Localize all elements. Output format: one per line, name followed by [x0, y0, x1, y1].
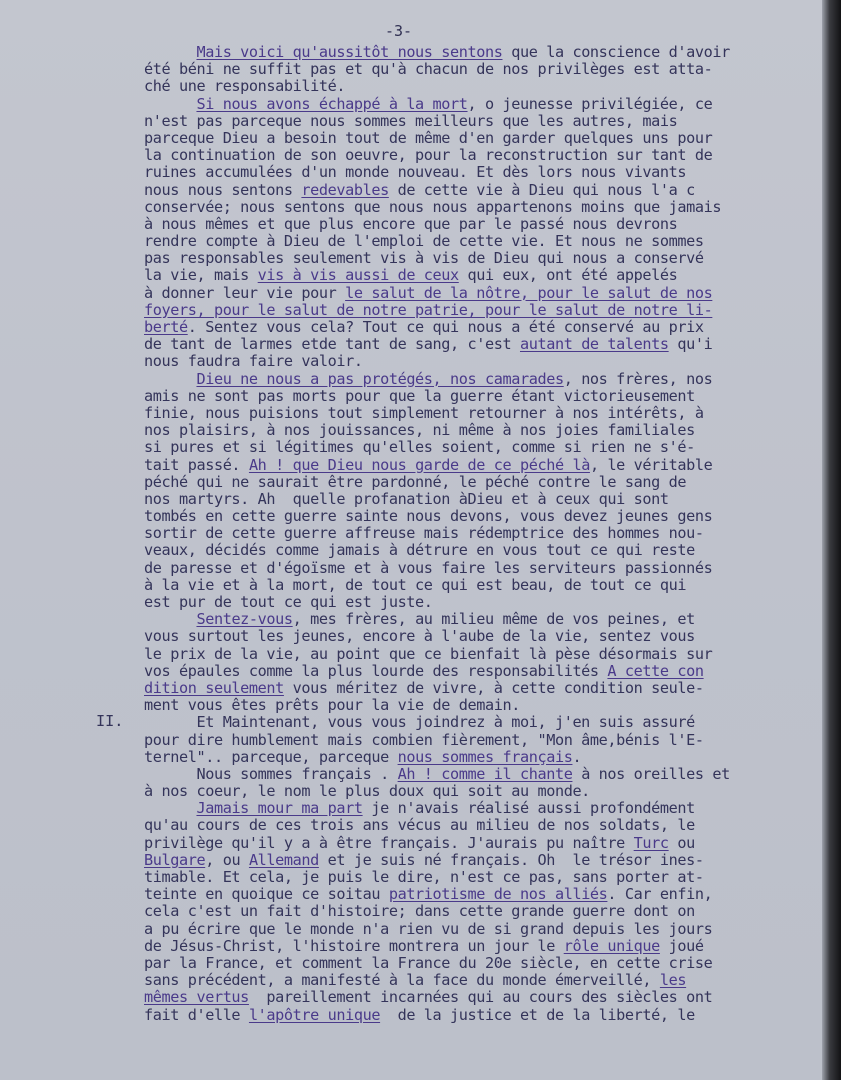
text-segment: péché qui ne saurait être pardonné, le péché contre le sang de	[144, 472, 687, 491]
text-line	[144, 182, 820, 199]
text-segment: ou	[668, 833, 695, 852]
text-line	[144, 44, 820, 61]
text-line	[144, 164, 820, 181]
text-line	[144, 542, 820, 559]
text-line	[144, 78, 820, 95]
underlined-phrase: rôle unique	[563, 936, 660, 955]
text-segment: nous faudra faire valoir.	[144, 352, 363, 371]
text-segment: vous méritez de vivre, à cette condition seule-	[283, 678, 704, 697]
text-segment: de la justice et de la liberté, le	[380, 1005, 695, 1024]
text-segment: le prix de la vie, au point que ce bienfait là pèse désormais sur	[144, 644, 713, 663]
text-segment: été béni ne suffit pas et qu'à chacun de nos privilèges est atta-	[144, 60, 713, 79]
text-segment: à nos coeur, le nom le plus doux qui soit au monde.	[144, 782, 590, 801]
text-segment	[144, 610, 196, 628]
underlined-phrase: Sentez-vous	[196, 610, 293, 629]
text-segment: teinte en quoique ce soitau	[144, 885, 389, 904]
text-line	[144, 216, 820, 233]
text-segment: privilège qu'il y a à être français. J'aurais pu naître	[144, 833, 634, 852]
text-line	[144, 491, 820, 508]
text-line	[144, 835, 820, 852]
text-segment: pareillement incarnées qui au cours des siècles ont	[248, 988, 713, 1007]
underlined-phrase: Dieu ne nous a pas protégés, nos camarades	[196, 369, 564, 388]
text-segment: , ou	[205, 850, 249, 869]
text-segment: cela c'est un fait d'histoire; dans cette grande guerre dont on	[144, 902, 695, 921]
text-line	[144, 680, 820, 697]
text-line	[144, 130, 820, 147]
text-segment: parceque Dieu a besoin tout de même d'en garder quelques uns pour	[144, 128, 713, 147]
underlined-phrase: redevables	[301, 180, 389, 199]
text-line	[144, 903, 820, 920]
text-segment: finie, nous puisions tout simplement retourner à nos intérêts, à	[144, 403, 704, 422]
underlined-phrase: Jamais mour ma part	[196, 799, 363, 818]
text-line	[144, 560, 820, 577]
text-line	[144, 989, 820, 1006]
text-segment: à donner leur vie pour	[144, 283, 346, 302]
text-line	[144, 508, 820, 525]
underlined-phrase: nous sommes français	[397, 747, 573, 766]
text-line	[144, 800, 820, 817]
text-line	[144, 199, 820, 216]
text-segment: nos martyrs. Ah quelle profanation àDieu et à ceux qui sont	[144, 489, 669, 508]
text-segment: , mes frères, au milieu même de vos peines, et	[292, 610, 695, 629]
text-line	[144, 285, 820, 302]
text-segment	[144, 95, 196, 113]
text-segment: qu'au cours de ces trois ans vécus au milieu de nos soldats, le	[144, 816, 695, 835]
text-line	[144, 61, 820, 78]
text-line	[144, 817, 820, 834]
text-segment: vous surtout les jeunes, encore à l'aube de la vie, sentez vous	[144, 627, 695, 646]
text-line	[144, 474, 820, 491]
text-segment: de tant de larmes etde tant de sang, c'est	[144, 335, 520, 354]
text-segment: si pures et si légitimes qu'elles soient, comme si rien ne s'é-	[144, 438, 695, 457]
text-segment	[144, 370, 196, 388]
underlined-phrase: vis à vis aussi de ceux	[257, 266, 459, 285]
text-line	[144, 525, 820, 542]
text-line	[144, 628, 820, 645]
text-segment: amis ne sont pas morts pour que la guerre étant victorieusement	[144, 386, 695, 405]
text-line	[144, 594, 820, 611]
text-segment: sans précédent, a manifesté à la face du monde émerveillé,	[144, 971, 660, 990]
text-segment: la vie, mais	[144, 266, 258, 285]
underlined-phrase: patriotisme de nos alliés	[388, 885, 608, 904]
text-segment: nous nous sentons	[144, 180, 302, 199]
text-segment: et je suis né français. Oh le trésor ines-	[318, 850, 704, 869]
text-line	[144, 663, 820, 680]
text-line	[144, 714, 820, 731]
text-line	[144, 147, 820, 164]
text-line	[144, 852, 820, 869]
text-line	[144, 783, 820, 800]
text-line	[144, 766, 820, 783]
text-segment: de Jésus-Christ, l'histoire montrera un jour le	[144, 936, 564, 955]
text-segment	[144, 43, 196, 61]
body-text	[144, 44, 820, 1024]
text-segment: conservée; nous sentons que nous nous appartenons moins que jamais	[144, 197, 722, 216]
underlined-phrase: Ah ! que Dieu nous garde de ce péché là	[248, 455, 590, 474]
text-line	[144, 233, 820, 250]
text-line	[144, 869, 820, 886]
text-line	[144, 955, 820, 972]
underlined-phrase: Ah ! comme il chante	[397, 764, 573, 783]
text-segment: vos épaules comme la plus lourde des responsabilités	[144, 661, 608, 680]
text-line	[144, 886, 820, 903]
underlined-phrase: Mais voici qu'aussitôt nous sentons	[196, 43, 503, 61]
underlined-phrase: Allemand	[248, 850, 319, 869]
text-segment: tait passé.	[144, 455, 249, 474]
text-segment: qui eux, ont été appelés	[458, 266, 678, 285]
text-segment: ruines accumulées d'un monde nouveau. Et dès lors nous vivants	[144, 163, 687, 182]
underlined-phrase: foyers, pour le salut de notre patrie, pour le salut de notre li-	[144, 300, 713, 319]
text-line	[144, 336, 820, 353]
text-segment: pour dire humblement mais combien fièrement, "Mon âme,bénis l'E-	[144, 730, 704, 749]
text-line	[144, 439, 820, 456]
text-segment: je n'avais réalisé aussi profondément	[362, 799, 695, 818]
text-segment: . Car enfin,	[607, 885, 713, 904]
underlined-phrase: A cette con	[607, 661, 704, 680]
text-segment: , nos frères, nos	[563, 369, 713, 388]
underlined-phrase: les	[659, 971, 687, 990]
text-segment: tombés en cette guerre sainte nous devons, vous devez jeunes gens	[144, 507, 713, 526]
text-line	[144, 921, 820, 938]
text-segment: de paresse et d'égoïsme et à vous faire les serviteurs passionnés	[144, 558, 713, 577]
text-segment: Et Maintenant, vous vous joindrez à moi, j'en suis assuré	[144, 713, 695, 732]
text-line	[144, 938, 820, 955]
text-segment: joué	[659, 936, 704, 955]
text-segment: rendre compte à Dieu de l'emploi de cette vie. Et nous ne sommes	[144, 232, 704, 251]
text-line	[144, 96, 820, 113]
page-edge-shadow	[822, 0, 841, 1080]
text-segment: la continuation de son oeuvre, pour la reconstruction sur tant de	[144, 146, 713, 165]
underlined-phrase: berté	[144, 318, 188, 336]
text-line	[144, 1007, 820, 1024]
text-segment: Nous sommes français .	[144, 764, 398, 783]
text-line	[144, 388, 820, 405]
text-line	[144, 646, 820, 663]
text-line	[144, 577, 820, 594]
underlined-phrase: Turc	[633, 833, 669, 852]
text-line	[144, 353, 820, 370]
underlined-phrase: autant de talents	[519, 335, 669, 354]
underlined-phrase: l'apôtre unique	[248, 1005, 381, 1024]
underlined-phrase: mêmes vertus	[144, 988, 249, 1007]
text-segment: pas responsables seulement vis à vis de Dieu qui nous a conservé	[144, 249, 704, 268]
underlined-phrase: dition seulement	[144, 678, 284, 697]
text-segment: , le véritable	[589, 455, 713, 474]
text-line	[144, 113, 820, 130]
text-segment: à nous mêmes et que plus encore que par le passé nous devrons	[144, 214, 678, 233]
text-segment: que la conscience d'avoir	[502, 43, 730, 61]
text-segment	[144, 799, 196, 817]
text-line	[144, 611, 820, 628]
text-line	[144, 302, 820, 319]
text-line	[144, 267, 820, 284]
text-line	[144, 697, 820, 714]
text-segment: de cette vie à Dieu qui nous l'a c	[388, 180, 695, 199]
text-line	[144, 422, 820, 439]
section-marker: II.	[96, 712, 124, 730]
text-line	[144, 405, 820, 422]
text-segment: ternel".. parceque, parceque	[144, 747, 398, 766]
underlined-phrase: le salut de la nôtre, pour le salut de nos	[345, 283, 713, 302]
text-segment: .	[572, 747, 582, 766]
underlined-phrase: Si nous avons échappé à la mort	[196, 94, 468, 113]
text-segment: ment vous êtes prêts pour la vie de demain.	[144, 696, 520, 715]
text-segment: qu'i	[668, 335, 713, 354]
text-line	[144, 371, 820, 388]
text-line	[144, 749, 820, 766]
text-segment: a pu écrire que le monde n'a rien vu de si grand depuis les jours	[144, 919, 713, 938]
text-segment: n'est pas parceque nous sommes meilleurs que les autres, mais	[144, 111, 678, 130]
text-line	[144, 457, 820, 474]
text-segment: sortir de cette guerre affreuse mais rédemptrice des hommes nou-	[144, 524, 704, 543]
page-number: -3-	[385, 22, 413, 40]
text-segment: ché une responsabilité.	[144, 77, 346, 96]
text-line	[144, 732, 820, 749]
text-segment: à la vie et à la mort, de tout ce qui est beau, de tout ce qui	[144, 575, 687, 594]
text-segment: timable. Et cela, je puis le dire, n'est ce pas, sans porter at-	[144, 868, 704, 886]
text-segment: fait d'elle	[144, 1005, 249, 1024]
text-line	[144, 972, 820, 989]
text-segment: par la France, et comment la France du 20e siècle, en cette crise	[144, 953, 713, 972]
underlined-phrase: Bulgare	[144, 850, 206, 869]
text-line	[144, 319, 820, 336]
text-segment: est pur de tout ce qui est juste.	[144, 593, 433, 611]
text-line	[144, 250, 820, 267]
text-segment: nos plaisirs, à nos jouissances, ni même à nos joies familiales	[144, 421, 695, 440]
text-segment: à nos oreilles et	[572, 764, 730, 783]
text-segment: . Sentez vous cela? Tout ce qui nous a été conservé au prix	[187, 318, 704, 336]
text-segment: , o jeunesse privilégiée, ce	[467, 94, 713, 113]
text-segment: veaux, décidés comme jamais à détrure en vous tout ce qui reste	[144, 541, 695, 560]
